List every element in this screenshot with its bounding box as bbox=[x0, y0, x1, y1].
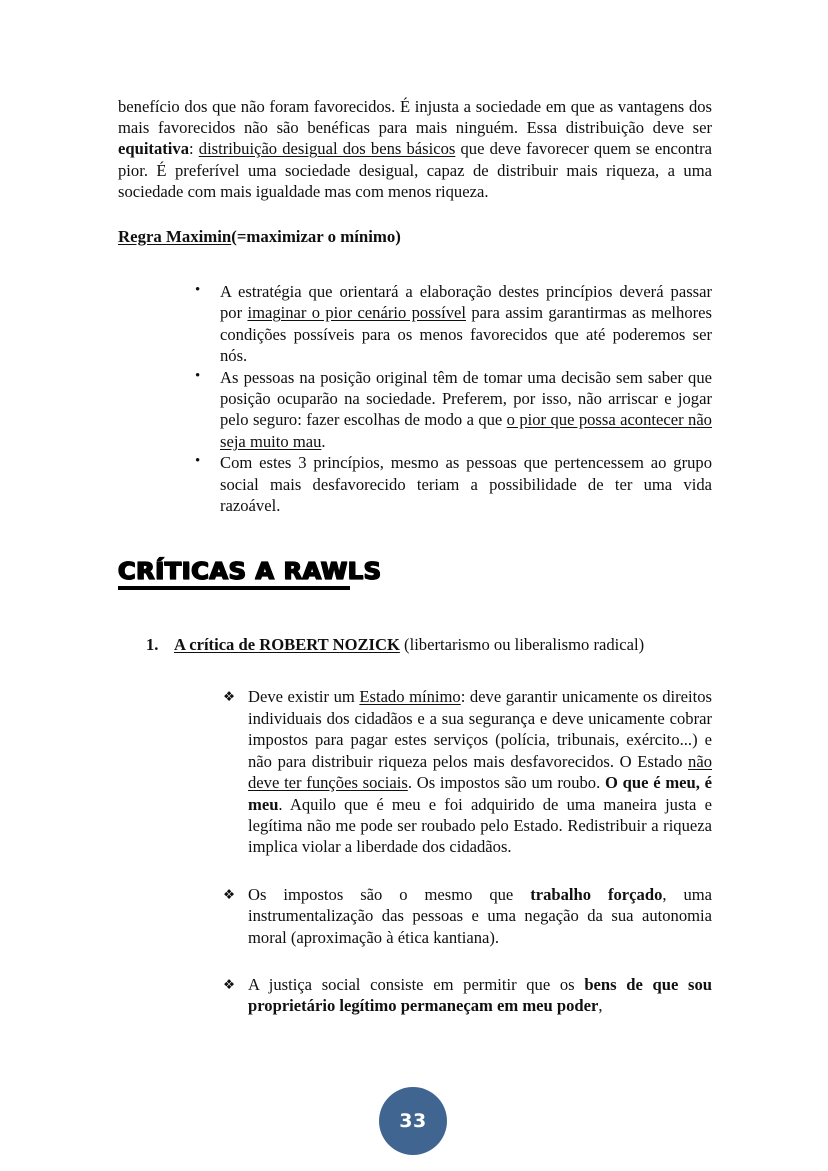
page-content bbox=[118, 96, 712, 1017]
paragraph-beneficio-underline-distribuicao: distribuição desigual dos bens básicos bbox=[198, 139, 456, 159]
page-number-badge: 33 bbox=[379, 1087, 447, 1155]
list-item-text-2: , uma instrumentalização das pessoas e uma negação da sua autonomia moral (aproximação à ética kantiana). bbox=[248, 884, 713, 947]
heading-regra-maximin bbox=[118, 226, 712, 247]
heading-criticas-a-rawls bbox=[118, 557, 382, 590]
list-item bbox=[118, 452, 712, 516]
heading-regra-maximin-underlined: Regra Maximin bbox=[118, 227, 232, 247]
list-item bbox=[118, 634, 712, 656]
list-item-text-2: , bbox=[598, 996, 603, 1016]
paragraph-beneficio-text-1: benefício dos que não foram favorecidos. É injusta a sociedade em que as vantagens dos mais favorecidos não são benéficas para mais ninguém. Essa distribuição deve ser bbox=[118, 97, 712, 138]
numbered-list-criticas bbox=[118, 634, 712, 656]
list-item-text-1: Com estes 3 princípios, mesmo as pessoas que pertencessem ao grupo social mais desfavorecido teriam a possibilidade de ter uma vida razoável. bbox=[220, 453, 712, 516]
list-item bbox=[118, 367, 712, 453]
list-item-text-1: A justiça social consiste em permitir que os bbox=[248, 974, 585, 994]
list-item bbox=[118, 884, 712, 948]
list-item-bold-o-que-e-meu: O que é meu, é meu bbox=[248, 773, 712, 814]
list-item-text-1: A estratégia que orientará a elaboração destes princípios deverá passar por bbox=[220, 282, 712, 323]
bullet-list-maximin bbox=[118, 281, 712, 516]
list-item bbox=[118, 974, 712, 1017]
list-item-text-2: para assim garantirmas as melhores condições possíveis para os menos favorecidos que até poderemos ser nós. bbox=[220, 303, 712, 366]
list-item-bold-trabalho-forcado: trabalho forçado bbox=[530, 884, 663, 904]
list-item-underline-1: imaginar o pior cenário possível bbox=[247, 303, 466, 323]
list-item-text-2: : deve garantir unicamente os direitos individuais dos cidadãos e a sua segurança e deve unicamente cobrar impostos para pagar estes serviços (polícia, tribunais, exército...) e não para distribuir riqueza pelos mais desfavorecidos. O Estado bbox=[248, 687, 712, 771]
list-item-bold-bens-proprietario: bens de que sou proprietário legítimo permaneçam em meu poder bbox=[248, 974, 712, 1016]
paragraph-beneficio-bold-equitativa: equitativa bbox=[118, 139, 189, 159]
heading-criticas-underline-rule bbox=[118, 586, 350, 590]
list-item-text-3: . Os impostos são um roubo. bbox=[407, 773, 605, 793]
heading-criticas-a-rawls-text: CRÍTICAS A RAWLS bbox=[118, 557, 382, 586]
paragraph-beneficio bbox=[118, 96, 712, 202]
list-item bbox=[118, 686, 712, 857]
list-item-text-1: Deve existir um bbox=[248, 687, 360, 707]
list-item bbox=[118, 281, 712, 367]
heading-regra-maximin-rest: (=maximizar o mínimo) bbox=[231, 227, 401, 247]
list-item-text-2: . bbox=[321, 431, 326, 451]
list-item-number: 1. bbox=[146, 635, 159, 655]
bullet-list-nozick bbox=[118, 686, 712, 1016]
paragraph-beneficio-text-2: : bbox=[189, 139, 199, 159]
list-item-text-1: As pessoas na posição original têm de tomar uma decisão sem saber que posição ocuparão na sociedade. Preferem, por isso, não arriscar e jogar pelo seguro: fazer escolhas de modo a que bbox=[220, 367, 712, 430]
paragraph-beneficio-text-3: que deve favorecer quem se encontra pior. É preferível uma sociedade desigual, capaz de distribuir mais riqueza, a uma sociedade com mais igualdade mas com menos riqueza. bbox=[118, 139, 712, 201]
list-item-underline-estado-minimo: Estado mínimo bbox=[359, 687, 461, 707]
list-item-text-4: . Aquilo que é meu e foi adquirido de uma maneira justa e legítima não me pode ser roubado pelo Estado. Redistribuir a riqueza implica violar a liberdade dos cidadãos. bbox=[248, 794, 712, 857]
list-item-underline-1: o pior que possa acontecer não seja muito mau bbox=[220, 410, 712, 451]
list-item-underline-funcoes-sociais: não deve ter funções sociais bbox=[248, 751, 712, 793]
list-item-subtitle: (libertarismo ou liberalismo radical) bbox=[399, 635, 645, 655]
list-item-title-nozick: A crítica de ROBERT NOZICK bbox=[174, 635, 400, 655]
list-item-text-1: Os impostos são o mesmo que bbox=[248, 884, 531, 904]
